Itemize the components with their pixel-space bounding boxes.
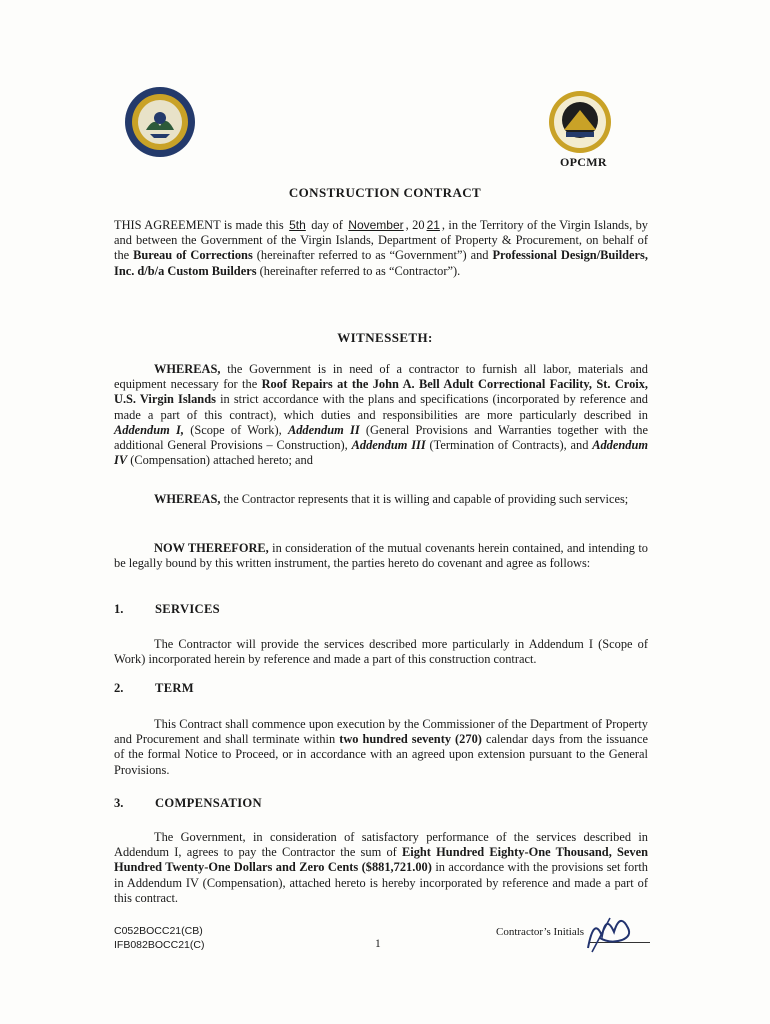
office-code: OPCMR [560, 155, 607, 169]
section-2-text: This Contract shall commence upon execution by the Commissioner of the Department of Property and Procurement and shall terminate within two hundred seventy (270) calendar days from the issuance of the formal Notice to Proceed, or in accordance with an agreed upon extension pursuant to the General Provisions. [114, 717, 648, 777]
section-3-number: 3. [114, 796, 124, 810]
section-3-title: COMPENSATION [155, 796, 262, 810]
now-therefore-paragraph: NOW THEREFORE, in consideration of the mutual covenants herein contained, and intending to be legally bound by this written instrument, the parties hereto do covenant and agree as follows: [114, 541, 648, 571]
whereas-paragraph-2: WHEREAS, the Contractor represents that it is willing and capable of providing such services; [154, 492, 629, 506]
day-field: 5th [289, 218, 306, 232]
whereas-paragraph-1: WHEREAS, the Government is in need of a contractor to furnish all labor, materials and equipment necessary for the Roof Repairs at the John A. Bell Adult Correctional Facility, St. Croix, U.S. Virgin Islands in strict accordance with the plans and specifications (incorporated by reference and made a part of this contract), which duties and responsibilities are more particularly described in Addendum I, (Scope of Work), Addendum II (General Provisions and Warranties together with the additional General Provisions – Construction), Addendum III (Termination of Contracts), and Addendum IV (Compensation) attached hereto; and [114, 362, 649, 468]
ifb-code: IFB082BOCC21(C) [114, 939, 205, 951]
section-1-text: The Contractor will provide the services described more particularly in Addendum I (Scope of Work) incorporated herein by reference and made a part of this construction contract. [114, 637, 648, 667]
initials-label: Contractor’s Initials [496, 926, 585, 938]
signature-initials-icon [580, 906, 640, 956]
opcmr-seal-icon [548, 90, 612, 154]
page-number: 1 [375, 938, 381, 950]
section-2-title: TERM [155, 681, 194, 695]
contract-code: C052BOCC21(CB) [114, 925, 203, 937]
agreement-intro: THIS AGREEMENT is made this 5th day of November , 20 21 , in the Territory of the Virgin Islands, by and between the Government of the Virgin Islands, Department of Property & Procurement, on behalf of the Bureau of Corrections (hereinafter referred to as “Government”) and Professional Design/Builders, Inc. d/b/a Custom Builders (hereinafter referred to as “Contractor”). [114, 218, 648, 278]
section-3-text: The Government, in consideration of satisfactory performance of the services described in Addendum I, agrees to pay the Contractor the sum of Eight Hundred Eighty-One Thousand, Seven Hundred Twenty-One Dollars and Zero Cents ($881,721.00) in accordance with the provisions set forth in Addendum IV (Compensation), attached hereto is hereby incorporated by reference and made a part of this contract. [114, 830, 648, 905]
month-field: November [348, 218, 404, 232]
section-2-number: 2. [114, 681, 124, 695]
document-title: CONSTRUCTION CONTRACT [288, 185, 482, 200]
year-field: 21 [426, 218, 440, 232]
section-1-title: SERVICES [155, 602, 220, 616]
section-1-number: 1. [114, 602, 124, 616]
government-seal-icon [124, 86, 196, 158]
document-codes [114, 924, 204, 952]
witnesseth-heading: WITNESSETH: [337, 330, 433, 345]
